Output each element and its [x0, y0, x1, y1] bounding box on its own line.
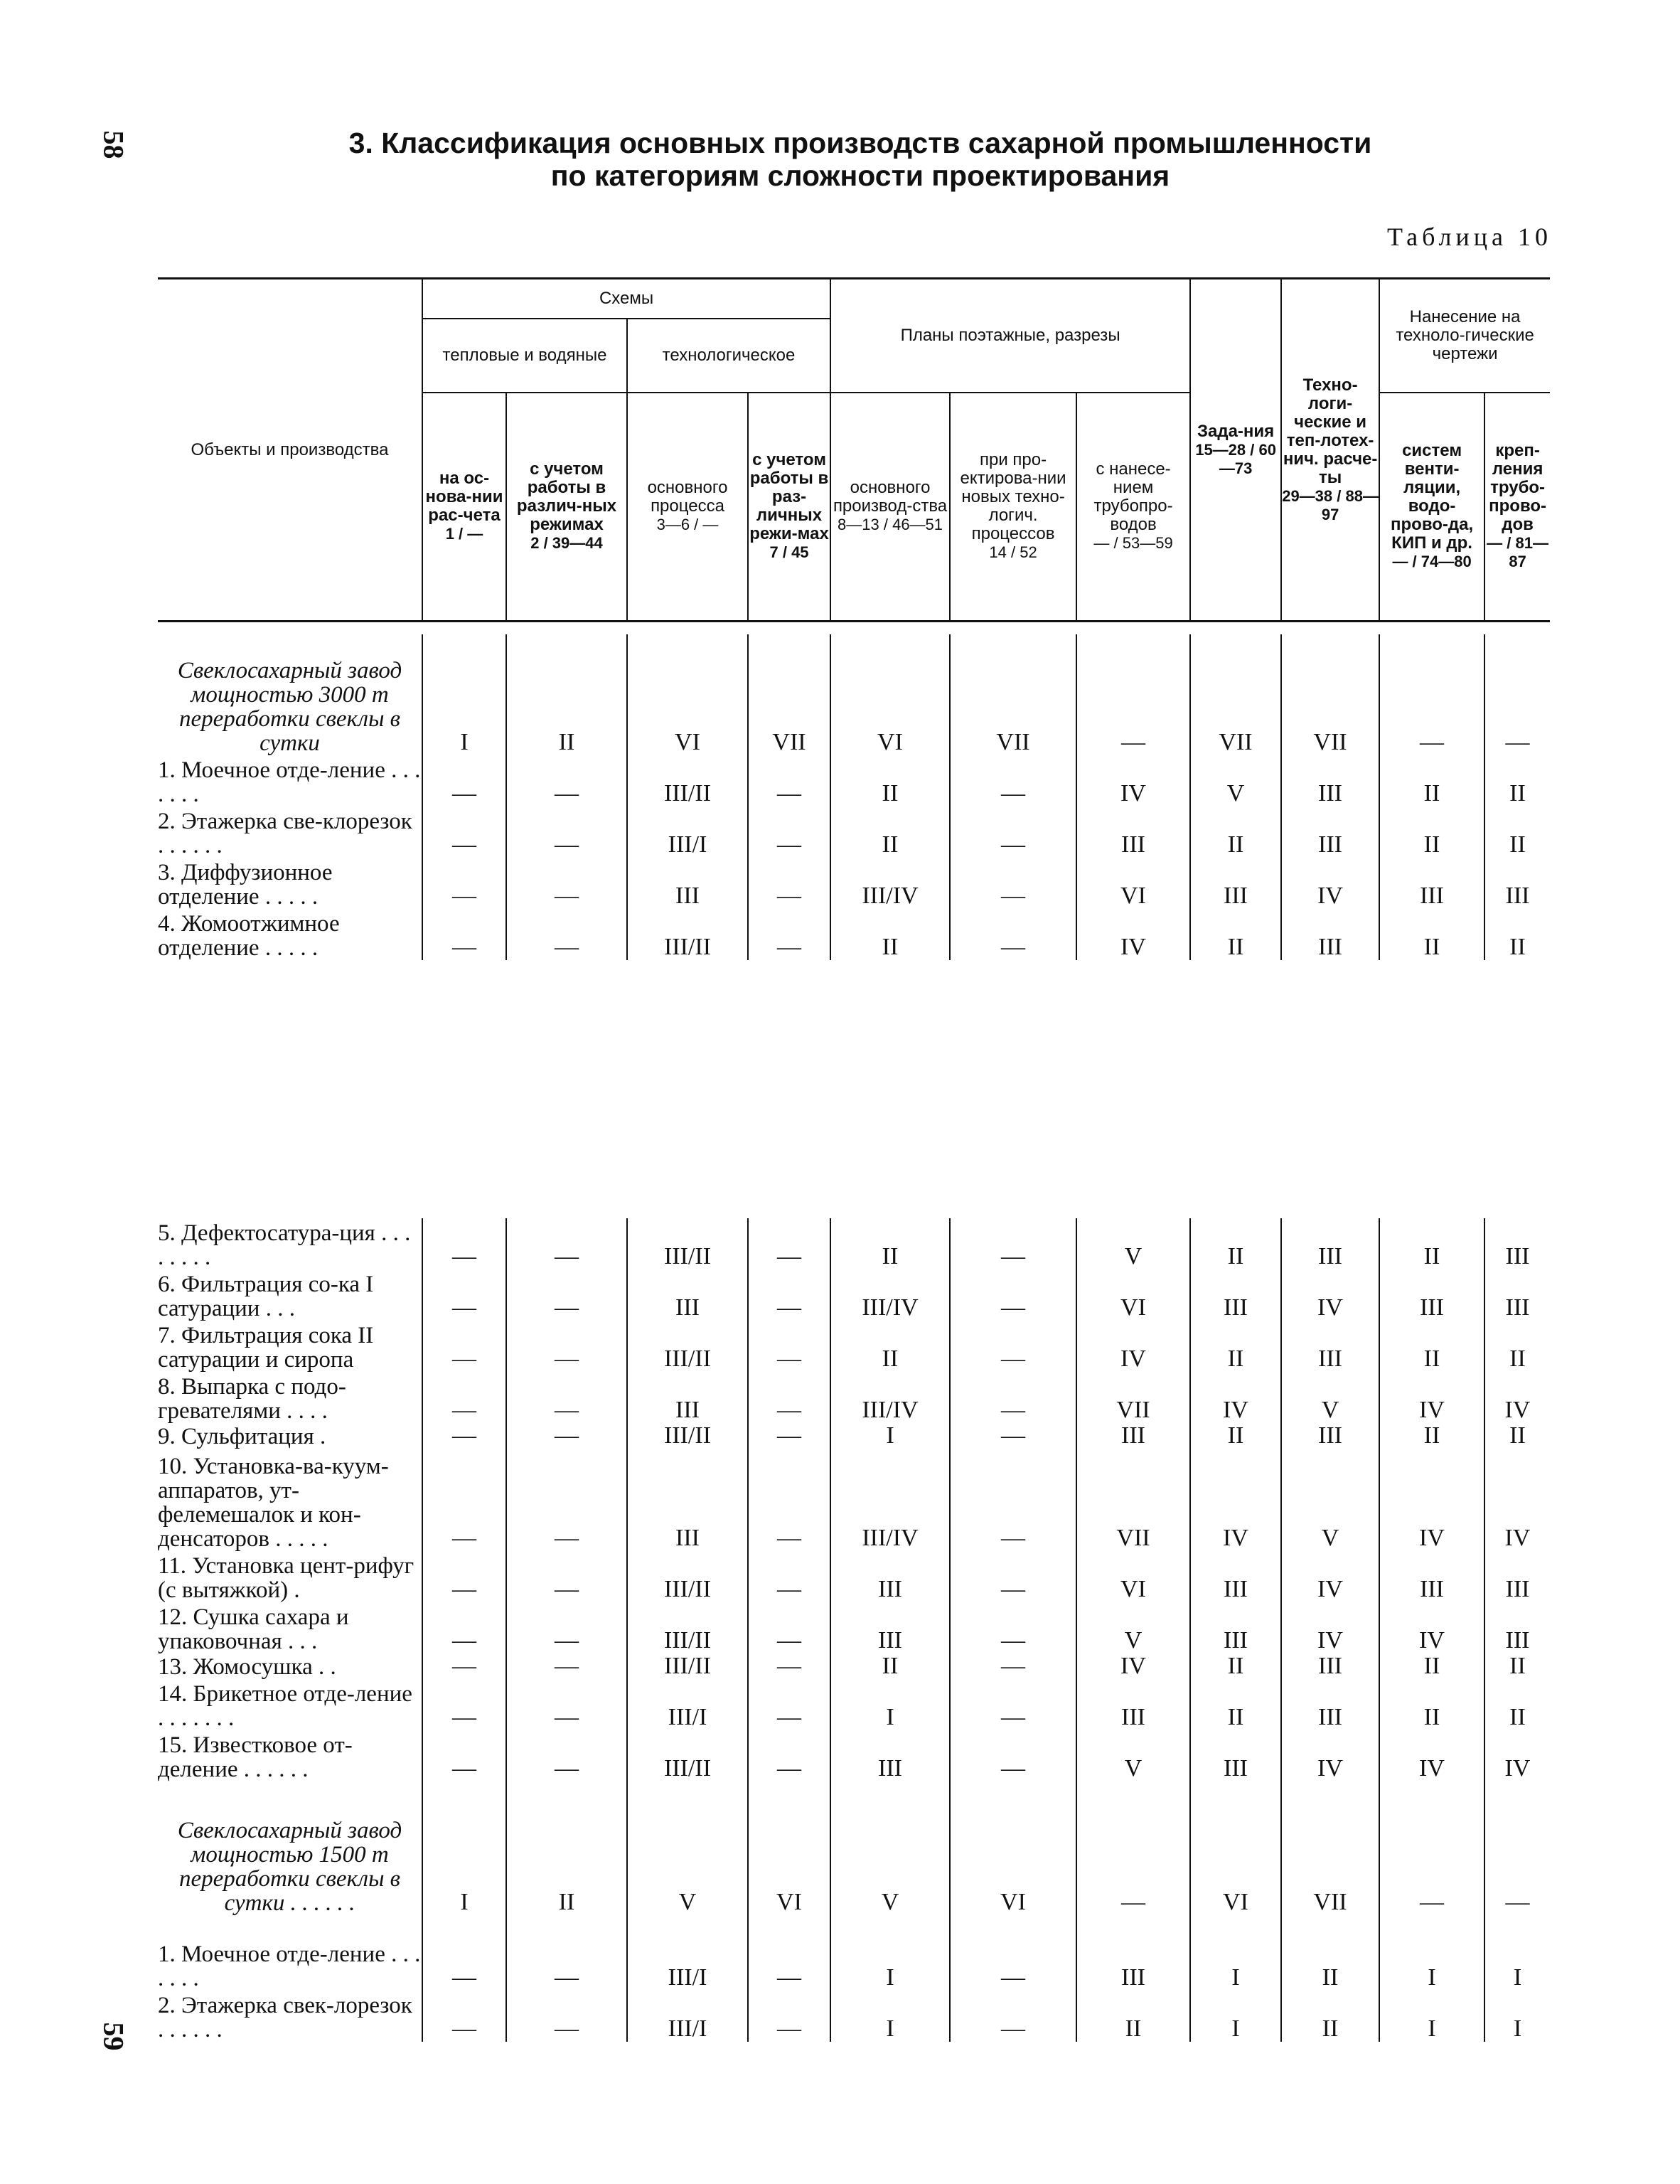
table-cell: — [422, 1269, 506, 1321]
table-cell: II [1484, 1653, 1550, 1679]
table-cell: — [506, 806, 627, 858]
table-cell: VII [950, 634, 1076, 755]
table-row [158, 634, 1550, 755]
table-cell: III/II [627, 755, 748, 806]
table-cell: II [1379, 909, 1484, 960]
table-cell: I [1190, 1991, 1281, 2042]
table-cell: — [748, 806, 830, 858]
table-cell: III [1281, 909, 1379, 960]
table-cell: II [1484, 1423, 1550, 1449]
row-label: 14. Брикетное отде-ление . . . . . . . [158, 1681, 412, 1731]
table-cell: II [1484, 806, 1550, 858]
table-cell: — [748, 1218, 830, 1269]
header-technological: технологическое [627, 319, 830, 393]
table-row [158, 755, 1550, 806]
table-cell: — [1076, 634, 1190, 755]
page-title [270, 127, 1450, 192]
table-cell: V [830, 1781, 950, 1915]
row-label: 2. Этажерка све-клорезок . . . . . . [158, 809, 412, 858]
table-cell: IV [1281, 1730, 1379, 1781]
table-cell: — [422, 1321, 506, 1372]
table-cell: V [1076, 1730, 1190, 1781]
table-row [158, 1423, 1550, 1449]
table-cell: I [830, 1915, 950, 1991]
table-cell: III/II [627, 1730, 748, 1781]
header-col-6-fraction: 14 / 52 [989, 543, 1037, 562]
table-cell: — [1379, 1781, 1484, 1915]
table-cell: — [748, 1991, 830, 2042]
table-cell: II [1484, 755, 1550, 806]
table-cell: II [1484, 909, 1550, 960]
row-label: 4. Жомоотжимное отделение . . . . . [158, 911, 340, 961]
table-cell: IV [1379, 1372, 1484, 1423]
table-cell: II [830, 1653, 950, 1679]
table-cell: III [1281, 1653, 1379, 1679]
table-cell: — [506, 1730, 627, 1781]
table-cell: — [506, 755, 627, 806]
table-cell: — [506, 1991, 627, 2042]
table-row [158, 806, 1550, 858]
row-label: 9. Сульфитация . [158, 1424, 326, 1449]
table-cell: III [1379, 1551, 1484, 1602]
table-cell: II [1190, 1679, 1281, 1730]
header-col-3 [627, 393, 748, 622]
table-cell: — [950, 858, 1076, 909]
table-cell: III [1281, 755, 1379, 806]
table-cell: III [1190, 1551, 1281, 1602]
table-cell: IV [1484, 1372, 1550, 1423]
table-row [158, 1915, 1550, 1991]
table-cell: I [830, 1991, 950, 2042]
table-cell: II [1190, 909, 1281, 960]
table-cell: II [1281, 1915, 1379, 1991]
table-cell: VII [1281, 634, 1379, 755]
table-row [158, 1653, 1550, 1679]
table-body-bottom [158, 1218, 1550, 2042]
table-cell: III/II [627, 1423, 748, 1449]
table-cell: III [1190, 1269, 1281, 1321]
header-col-1 [422, 393, 506, 622]
table-cell: IV [1281, 1551, 1379, 1602]
table-cell: III/II [627, 1321, 748, 1372]
header-col-2 [506, 393, 627, 622]
table-cell: III [1076, 1423, 1190, 1449]
header-col-7-label: с нанесе-нием трубопро-водов [1093, 459, 1173, 535]
header-schemes: Схемы [422, 279, 830, 319]
table-cell: IV [1076, 1653, 1190, 1679]
table-cell: — [422, 1915, 506, 1991]
table-cell: — [506, 1218, 627, 1269]
table-cell: — [950, 1602, 1076, 1653]
table-cell: I [1484, 1991, 1550, 2042]
table-label: Таблица 10 [1387, 223, 1552, 251]
table-cell: III/IV [830, 1449, 950, 1551]
row-label: 1. Моечное отде-ление . . . . . . . [158, 1941, 421, 1991]
table-cell: II [830, 1321, 950, 1372]
table-cell: — [950, 1423, 1076, 1449]
table-cell: — [748, 1269, 830, 1321]
table-row [158, 1991, 1550, 2042]
table-cell: I [422, 634, 506, 755]
table-cell: II [1379, 1423, 1484, 1449]
table-cell: — [422, 909, 506, 960]
table-cell: — [422, 1423, 506, 1449]
table-cell: II [1379, 806, 1484, 858]
table-row [158, 1602, 1550, 1653]
row-label: 6. Фильтрация со-ка I сатурации . . . [158, 1272, 374, 1321]
table-cell: IV [1379, 1730, 1484, 1781]
header-col-6 [950, 393, 1076, 622]
table-cell: — [506, 858, 627, 909]
table-cell: III/IV [830, 1372, 950, 1423]
table-cell: — [422, 1449, 506, 1551]
table-cell: II [1379, 1218, 1484, 1269]
table-cell: III/I [627, 1991, 748, 2042]
table-cell: III [830, 1602, 950, 1653]
row-label: 1. Моечное отде-ление . . . . . . . [158, 757, 421, 807]
table-cell: II [1076, 1991, 1190, 2042]
table-cell: III [1484, 858, 1550, 909]
table-cell: III [1076, 806, 1190, 858]
table-cell: — [422, 1602, 506, 1653]
table-cell: I [1379, 1915, 1484, 1991]
table-cell: III/IV [830, 858, 950, 909]
table-cell: IV [1076, 909, 1190, 960]
table-cell: III/II [627, 1602, 748, 1653]
table-cell: II [830, 909, 950, 960]
table-row [158, 1781, 1550, 1915]
header-col-4-label: с учетом работы в раз-личных режи-мах [749, 450, 829, 544]
header-col-3-fraction: 3—6 / — [656, 516, 719, 534]
table-cell: III [1281, 1423, 1379, 1449]
table-cell: I [830, 1423, 950, 1449]
table-cell: — [950, 1991, 1076, 2042]
header-tasks-fraction: 15—28 / 60—73 [1195, 440, 1276, 477]
row-label: Свеклосахарный завод мощностью 1500 т переработки свеклы в сутки . . . . . . [177, 1818, 402, 1916]
row-label: Свеклосахарный завод мощностью 3000 т переработки свеклы в сутки [177, 658, 402, 756]
table-cell: — [1076, 1781, 1190, 1915]
header-col-11 [1484, 393, 1550, 622]
header-col-10-fraction: — / 74—80 [1392, 553, 1472, 571]
header-col-6-label: при про-ектирова-нии новых техно-логич. процессов [960, 450, 1066, 544]
table-cell: III [1190, 858, 1281, 909]
table-cell: — [506, 1269, 627, 1321]
table-cell: II [830, 806, 950, 858]
table-cell: V [1281, 1372, 1379, 1423]
table-cell: VI [950, 1781, 1076, 1915]
row-label: 7. Фильтрация сока II сатурации и сиропа [158, 1323, 374, 1373]
table-cell: II [1190, 806, 1281, 858]
table-cell: — [950, 1321, 1076, 1372]
table-cell: — [748, 1423, 830, 1449]
table-cell: III [1484, 1269, 1550, 1321]
table-cell: — [748, 1551, 830, 1602]
table-cell: — [950, 1730, 1076, 1781]
row-label: 2. Этажерка свек-лорезок . . . . . . [158, 1993, 412, 2042]
row-label: 3. Диффузионное отделение . . . . . [158, 860, 333, 910]
table-cell: III [627, 1449, 748, 1551]
table-row [158, 1551, 1550, 1602]
header-applying: Нанесение на техноло-гические чертежи [1379, 279, 1550, 393]
table-cell: II [1379, 755, 1484, 806]
table-cell: IV [1281, 1602, 1379, 1653]
header-thermal: тепловые и водяные [422, 319, 627, 393]
table-cell: IV [1076, 1321, 1190, 1372]
table-cell: IV [1379, 1449, 1484, 1551]
table-cell: IV [1281, 1269, 1379, 1321]
table-cell: III/II [627, 1551, 748, 1602]
table-cell: III [627, 1372, 748, 1423]
page-number-top: 58 [97, 130, 130, 159]
header-techcalc-label: Техно-логи-ческие и теп-лотех-нич. расче-ты [1283, 375, 1378, 487]
header-col-7 [1076, 393, 1190, 622]
table-cell: II [1484, 1679, 1550, 1730]
table-cell: — [422, 1218, 506, 1269]
header-col-5-label: основного производ-ства [833, 478, 948, 516]
table-row [158, 1679, 1550, 1730]
table-cell: — [1379, 634, 1484, 755]
table-cell: — [422, 1679, 506, 1730]
table-cell: IV [1190, 1372, 1281, 1423]
table-cell: I [830, 1679, 950, 1730]
table-cell: — [950, 1269, 1076, 1321]
row-label: 12. Сушка сахара и упаковочная . . . [158, 1604, 349, 1654]
table-cell: II [1190, 1321, 1281, 1372]
table-cell: VI [748, 1781, 830, 1915]
table-cell: III [1484, 1602, 1550, 1653]
table-row [158, 858, 1550, 909]
table-cell: V [1190, 755, 1281, 806]
row-label: 8. Выпарка с подо-гревателями . . . . [158, 1374, 346, 1424]
table-cell: II [1190, 1653, 1281, 1679]
table-cell: — [950, 1218, 1076, 1269]
table-cell: — [950, 1915, 1076, 1991]
table-cell: III [1379, 1269, 1484, 1321]
header-col-3-label: основного процесса [647, 478, 728, 516]
table-cell: III [1484, 1218, 1550, 1269]
header-col-4-fraction: 7 / 45 [769, 543, 809, 562]
table-cell: III/I [627, 1679, 748, 1730]
table-cell: V [1281, 1449, 1379, 1551]
table-cell: VII [1281, 1781, 1379, 1915]
table-cell: — [748, 1679, 830, 1730]
header-col-5 [830, 393, 950, 622]
table-cell: III [1190, 1602, 1281, 1653]
table-row [158, 1449, 1550, 1551]
table-cell: — [950, 1653, 1076, 1679]
header-objects: Объекты и производства [191, 440, 389, 459]
table-cell: — [506, 1551, 627, 1602]
table-cell: III/I [627, 806, 748, 858]
table-cell: II [830, 755, 950, 806]
table-cell: III [1281, 806, 1379, 858]
table-cell: — [422, 1730, 506, 1781]
table-cell: VI [627, 634, 748, 755]
table-cell: — [506, 1423, 627, 1449]
table-cell: III/II [627, 1218, 748, 1269]
table-cell: — [748, 1449, 830, 1551]
table-row [158, 1269, 1550, 1321]
table-cell: II [1484, 1321, 1550, 1372]
table-row [158, 909, 1550, 960]
table-cell: IV [1379, 1602, 1484, 1653]
header-plans: Планы поэтажные, разрезы [830, 279, 1190, 393]
table-cell: III [1281, 1218, 1379, 1269]
table-cell: III [830, 1551, 950, 1602]
table-cell: I [1190, 1915, 1281, 1991]
table-cell: VII [748, 634, 830, 755]
table-cell: VII [1190, 634, 1281, 755]
table-cell: II [1190, 1218, 1281, 1269]
table-cell: II [1190, 1423, 1281, 1449]
table-cell: III [1076, 1915, 1190, 1991]
table-cell: I [1484, 1915, 1550, 1991]
header-col-7-fraction: — / 53—59 [1093, 534, 1173, 553]
header-tasks [1190, 279, 1281, 622]
header-techcalc-fraction: 29—38 / 88—97 [1282, 486, 1379, 523]
header-col-11-fraction: — / 81—87 [1487, 534, 1548, 571]
table-row [158, 1372, 1550, 1423]
header-col-11-label: креп-ления трубо-прово-дов [1489, 441, 1547, 535]
table-cell: III [1076, 1679, 1190, 1730]
table-cell: V [1076, 1218, 1190, 1269]
table-cell: VI [1076, 1269, 1190, 1321]
row-label: 15. Известковое от-деление . . . . . . [158, 1732, 353, 1782]
page-number-bottom: 59 [97, 2022, 130, 2051]
table-cell: — [506, 1602, 627, 1653]
header-col-5-fraction: 8—13 / 46—51 [838, 516, 943, 534]
table-cell: III [830, 1730, 950, 1781]
table-cell: — [950, 1679, 1076, 1730]
header-col-2-label: с учетом работы в различ-ных режимах [516, 459, 617, 535]
table-cell: III/IV [830, 1269, 950, 1321]
table-cell: IV [1281, 858, 1379, 909]
header-col-1-label: на ос-нова-нии рас-чета [425, 469, 503, 526]
table-cell: — [748, 1372, 830, 1423]
table-cell: IV [1484, 1449, 1550, 1551]
table-cell: III [1281, 1321, 1379, 1372]
table-cell: — [506, 909, 627, 960]
table-cell: III/II [627, 909, 748, 960]
header-col-2-fraction: 2 / 39—44 [530, 534, 603, 553]
table-cell: — [422, 1551, 506, 1602]
table-cell: — [950, 1449, 1076, 1551]
table-row [158, 1730, 1550, 1781]
table-cell: II [506, 1781, 627, 1915]
table-cell: IV [1076, 755, 1190, 806]
table-header [158, 277, 1550, 622]
table-cell: — [1484, 1781, 1550, 1915]
header-col-4 [748, 393, 830, 622]
table-cell: — [748, 909, 830, 960]
table-cell: — [506, 1915, 627, 1991]
table-cell: — [422, 1991, 506, 2042]
table-cell: III [1190, 1730, 1281, 1781]
table-body-top [158, 634, 1550, 960]
table-cell: — [950, 806, 1076, 858]
table-cell: — [506, 1321, 627, 1372]
header-col-10-label: систем венти-ляции, водо-прово-да, КИП и др. [1391, 441, 1474, 553]
table-cell: III/I [627, 1915, 748, 1991]
table-cell: VI [830, 634, 950, 755]
header-col-10 [1379, 393, 1484, 622]
table-cell: II [1379, 1321, 1484, 1372]
table-cell: VII [1076, 1372, 1190, 1423]
table-cell: — [748, 1321, 830, 1372]
table-cell: IV [1190, 1449, 1281, 1551]
table-cell: — [950, 909, 1076, 960]
table-cell: IV [1484, 1730, 1550, 1781]
table-cell: — [950, 755, 1076, 806]
table-cell: III [1379, 858, 1484, 909]
header-tasks-label: Зада-ния [1197, 421, 1275, 441]
table-cell: — [950, 1372, 1076, 1423]
table-cell: III [627, 858, 748, 909]
table-cell: — [422, 858, 506, 909]
header-col-1-fraction: 1 / — [445, 525, 483, 543]
table-row [158, 1321, 1550, 1372]
table-cell: V [1076, 1602, 1190, 1653]
table-cell: — [748, 1915, 830, 1991]
table-cell: — [506, 1372, 627, 1423]
table-cell: VI [1076, 1551, 1190, 1602]
title-line-1: 3. Классификация основных производств сахарной промышленности [348, 127, 1372, 159]
table-cell: VII [1076, 1449, 1190, 1551]
table-cell: I [1379, 1991, 1484, 2042]
table-cell: — [422, 1653, 506, 1679]
table-cell: — [422, 806, 506, 858]
table-row [158, 1218, 1550, 1269]
table-cell: — [422, 755, 506, 806]
table-cell: II [1379, 1653, 1484, 1679]
table-cell: — [748, 1653, 830, 1679]
table-cell: — [422, 1372, 506, 1423]
table-cell: — [506, 1449, 627, 1551]
table-cell: III/II [627, 1653, 748, 1679]
table-cell: II [506, 634, 627, 755]
table-cell: III [1281, 1679, 1379, 1730]
row-label: 11. Установка цент-рифуг (с вытяжкой) . [158, 1553, 414, 1603]
table-cell: — [748, 1730, 830, 1781]
title-line-2: по категориям сложности проектирования [550, 159, 1170, 192]
table-cell: — [748, 1602, 830, 1653]
row-label: 10. Установка-ва-куум-аппаратов, ут-фелемешалок и кон-денсаторов . . . . . [158, 1454, 389, 1552]
table-cell: — [1484, 634, 1550, 755]
table-cell: — [506, 1679, 627, 1730]
table-cell: — [506, 1653, 627, 1679]
table-cell: I [422, 1781, 506, 1915]
row-label: 13. Жомосушка . . [158, 1654, 336, 1680]
table-cell: V [627, 1781, 748, 1915]
table-cell: II [1281, 1991, 1379, 2042]
table-cell: — [950, 1551, 1076, 1602]
row-label: 5. Дефектосатура-ция . . . . . . . . [158, 1220, 411, 1270]
table-cell: VI [1190, 1781, 1281, 1915]
table-cell: — [748, 858, 830, 909]
header-techcalc [1281, 279, 1379, 622]
table-cell: II [1379, 1679, 1484, 1730]
table-cell: VI [1076, 858, 1190, 909]
table-cell: III [627, 1269, 748, 1321]
table-cell: — [748, 755, 830, 806]
table-cell: III [1484, 1551, 1550, 1602]
table-cell: II [830, 1218, 950, 1269]
